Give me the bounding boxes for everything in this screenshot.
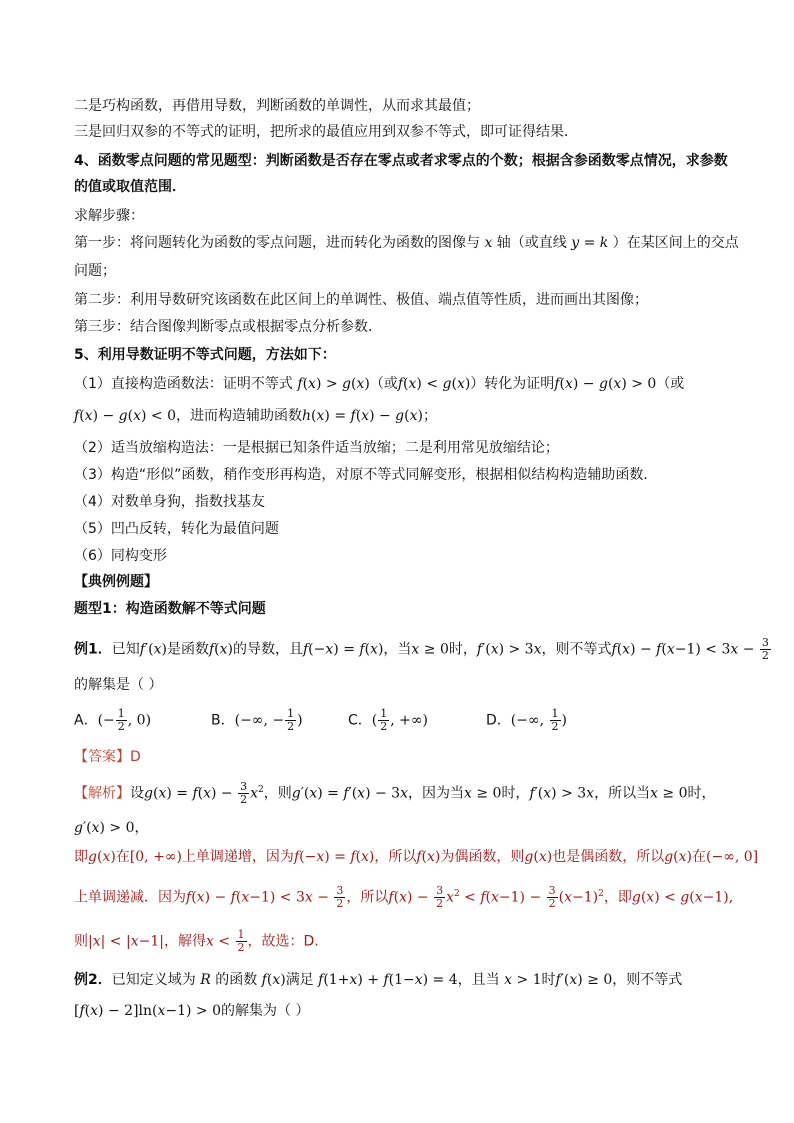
example-heading: 【典例例题】 <box>74 574 158 590</box>
step-3: 第三步：结合图像判断零点或根据零点分析参数． <box>74 319 382 335</box>
method-1: （1）直接构造函数法：证明不等式 f(x) > g(x)（或f(x) < g(x)）转化为证明f(x) − g(x) > 0（或 <box>74 376 685 392</box>
method-3: （3）构造“形似”函数，稍作变形再构造，对原不等式同解变形，根据相似结构构造辅助函数． <box>74 467 658 483</box>
method-1-cont: f(x) − g(x) < 0，进而构造辅助函数h(x) = f(x) − g(x)； <box>74 408 437 424</box>
text-line: 问题； <box>74 263 116 279</box>
option-a[interactable]: A．(− $\frac{1}{2}$ , 0) <box>74 707 152 733</box>
option-d[interactable]: D．(−∞, $\frac{1}{2}$ ) <box>486 707 568 733</box>
step-2: 第二步：利用导数研究该函数在此区间上的单调性、极值、端点值等性质，进而画出其图像； <box>74 292 648 308</box>
section-heading-5: 5、利用导数证明不等式问题，方法如下： <box>74 347 336 363</box>
text-line: 三是回归双参的不等式的证明，把所求的最值应用到双参不等式，即可证得结果． <box>74 124 578 140</box>
solution-line-5: 则|x| < |x−1|，解得x < $\frac{1}{2}$ ，故选：D. <box>74 928 319 954</box>
section-heading-4-cont: 的值或取值范围． <box>74 179 186 195</box>
section-heading-4: 4、函数零点问题的常见题型：判断函数是否存在零点或者求零点的个数；根据含参函数零点情况，求参数 <box>74 153 728 169</box>
step-1: 第一步：将问题转化为函数的零点问题，进而转化为函数的图像与 x 轴（或直线 y = k ）在某区间上的交点 <box>74 235 739 251</box>
solution-line-1: 【解析】设g(x) = f(x) − $\frac{3}{2}$ $x^2$，则g′(x) = f′(x) − 3x，因为当x ≥ 0时，f′(x) > 3x，所以当x ≥ 0时， <box>74 780 716 807</box>
example-1: 例1．已知f′(x)是函数f(x)的导数，且f(−x) = f(x)，当x ≥ 0时，f′(x) > 3x，则不等式f(x) − f(x−1) < 3x − $\frac{3}{2}$ <box>74 636 769 662</box>
solution-line-4: 上单调递减．因为f(x) − f(x−1) < 3x − $\frac{3}{2}$ ，所以f(x) − $\frac{3}{2}$ $x^2 < f(x-1)$ − $\frac{3}{2}$ $(x-1)^2$，即g(x) < g(x−1), <box>74 884 734 911</box>
method-4: （4）对数单身狗，指数找基友 <box>74 494 265 510</box>
option-b[interactable]: B．(−∞, − $\frac{1}{2}$ ) <box>211 707 303 733</box>
text-line: 求解步骤： <box>74 208 144 224</box>
answer: 【答案】D <box>74 749 141 765</box>
method-2: （2）适当放缩构造法：一是根据已知条件适当放缩；二是利用常见放缩结论； <box>74 440 559 456</box>
example-1-cont: 的解集是（ ） <box>74 677 163 693</box>
example-2-cont: [f(x) − 2]ln(x−1) > 0的解集为（ ） <box>74 1003 310 1019</box>
option-c[interactable]: C．( $\frac{1}{2}$ , +∞) <box>348 707 429 733</box>
solution-line-2: g′(x) > 0， <box>74 820 149 836</box>
method-6: （6）同构变形 <box>74 548 167 564</box>
text-line: 二是巧构函数，再借用导数，判断函数的单调性，从而求其最值； <box>74 98 480 114</box>
example-2: 例2．已知定义域为 R 的函数 f(x)满足 f(1+x) + f(1−x) = 4，且当 x > 1时f′(x) ≥ 0，则不等式 <box>74 972 683 988</box>
problem-type-1: 题型1：构造函数解不等式问题 <box>74 601 266 617</box>
solution-line-3: 即g(x)在[0, +∞)上单调递增，因为f(−x) = f(x)，所以f(x)为偶函数，则g(x)也是偶函数，所以g(x)在(−∞, 0] <box>74 849 759 865</box>
method-5: （5）凹凸反转，转化为最值问题 <box>74 521 279 537</box>
